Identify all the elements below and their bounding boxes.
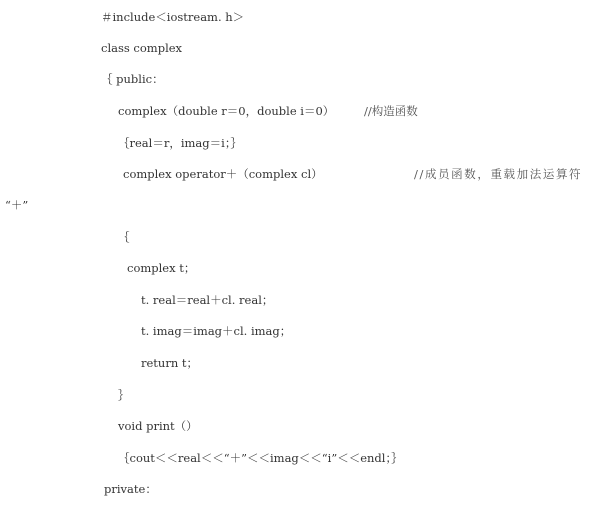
code-line-print-body: ｛cout＜＜real＜＜“＋”＜＜imag＜＜“i”＜＜endl；｝ [118, 451, 403, 465]
code-line-print: void print（） [118, 419, 198, 433]
code-line-open-brace: ｛ [118, 230, 130, 244]
code-line-return: return t； [141, 356, 199, 370]
code-line-constructor: complex（double r＝0，double i＝0） [118, 104, 335, 118]
code-line-private: private： [104, 482, 157, 496]
code-line-close-brace: ｝ [118, 388, 130, 402]
code-line-plus-symbol: “＋” [5, 198, 29, 212]
code-line-real-sum: t. real＝real＋cl. real； [141, 293, 274, 307]
code-line-operator: complex operator＋（complex cl） [123, 167, 323, 181]
code-line-include: ＃include＜iostream. h＞ [101, 10, 245, 24]
code-line-public: ｛ public： [101, 72, 164, 86]
code-line-constructor-body: ｛real＝r，imag＝i；｝ [118, 136, 243, 150]
comment-operator: //成员函数，重载加法运算符 [414, 167, 583, 181]
code-line-class: class complex [101, 41, 183, 55]
code-line-decl-t: complex t； [127, 261, 196, 275]
comment-constructor: //构造函数 [364, 104, 418, 118]
code-line-imag-sum: t. imag＝imag＋cl. imag； [141, 324, 292, 338]
